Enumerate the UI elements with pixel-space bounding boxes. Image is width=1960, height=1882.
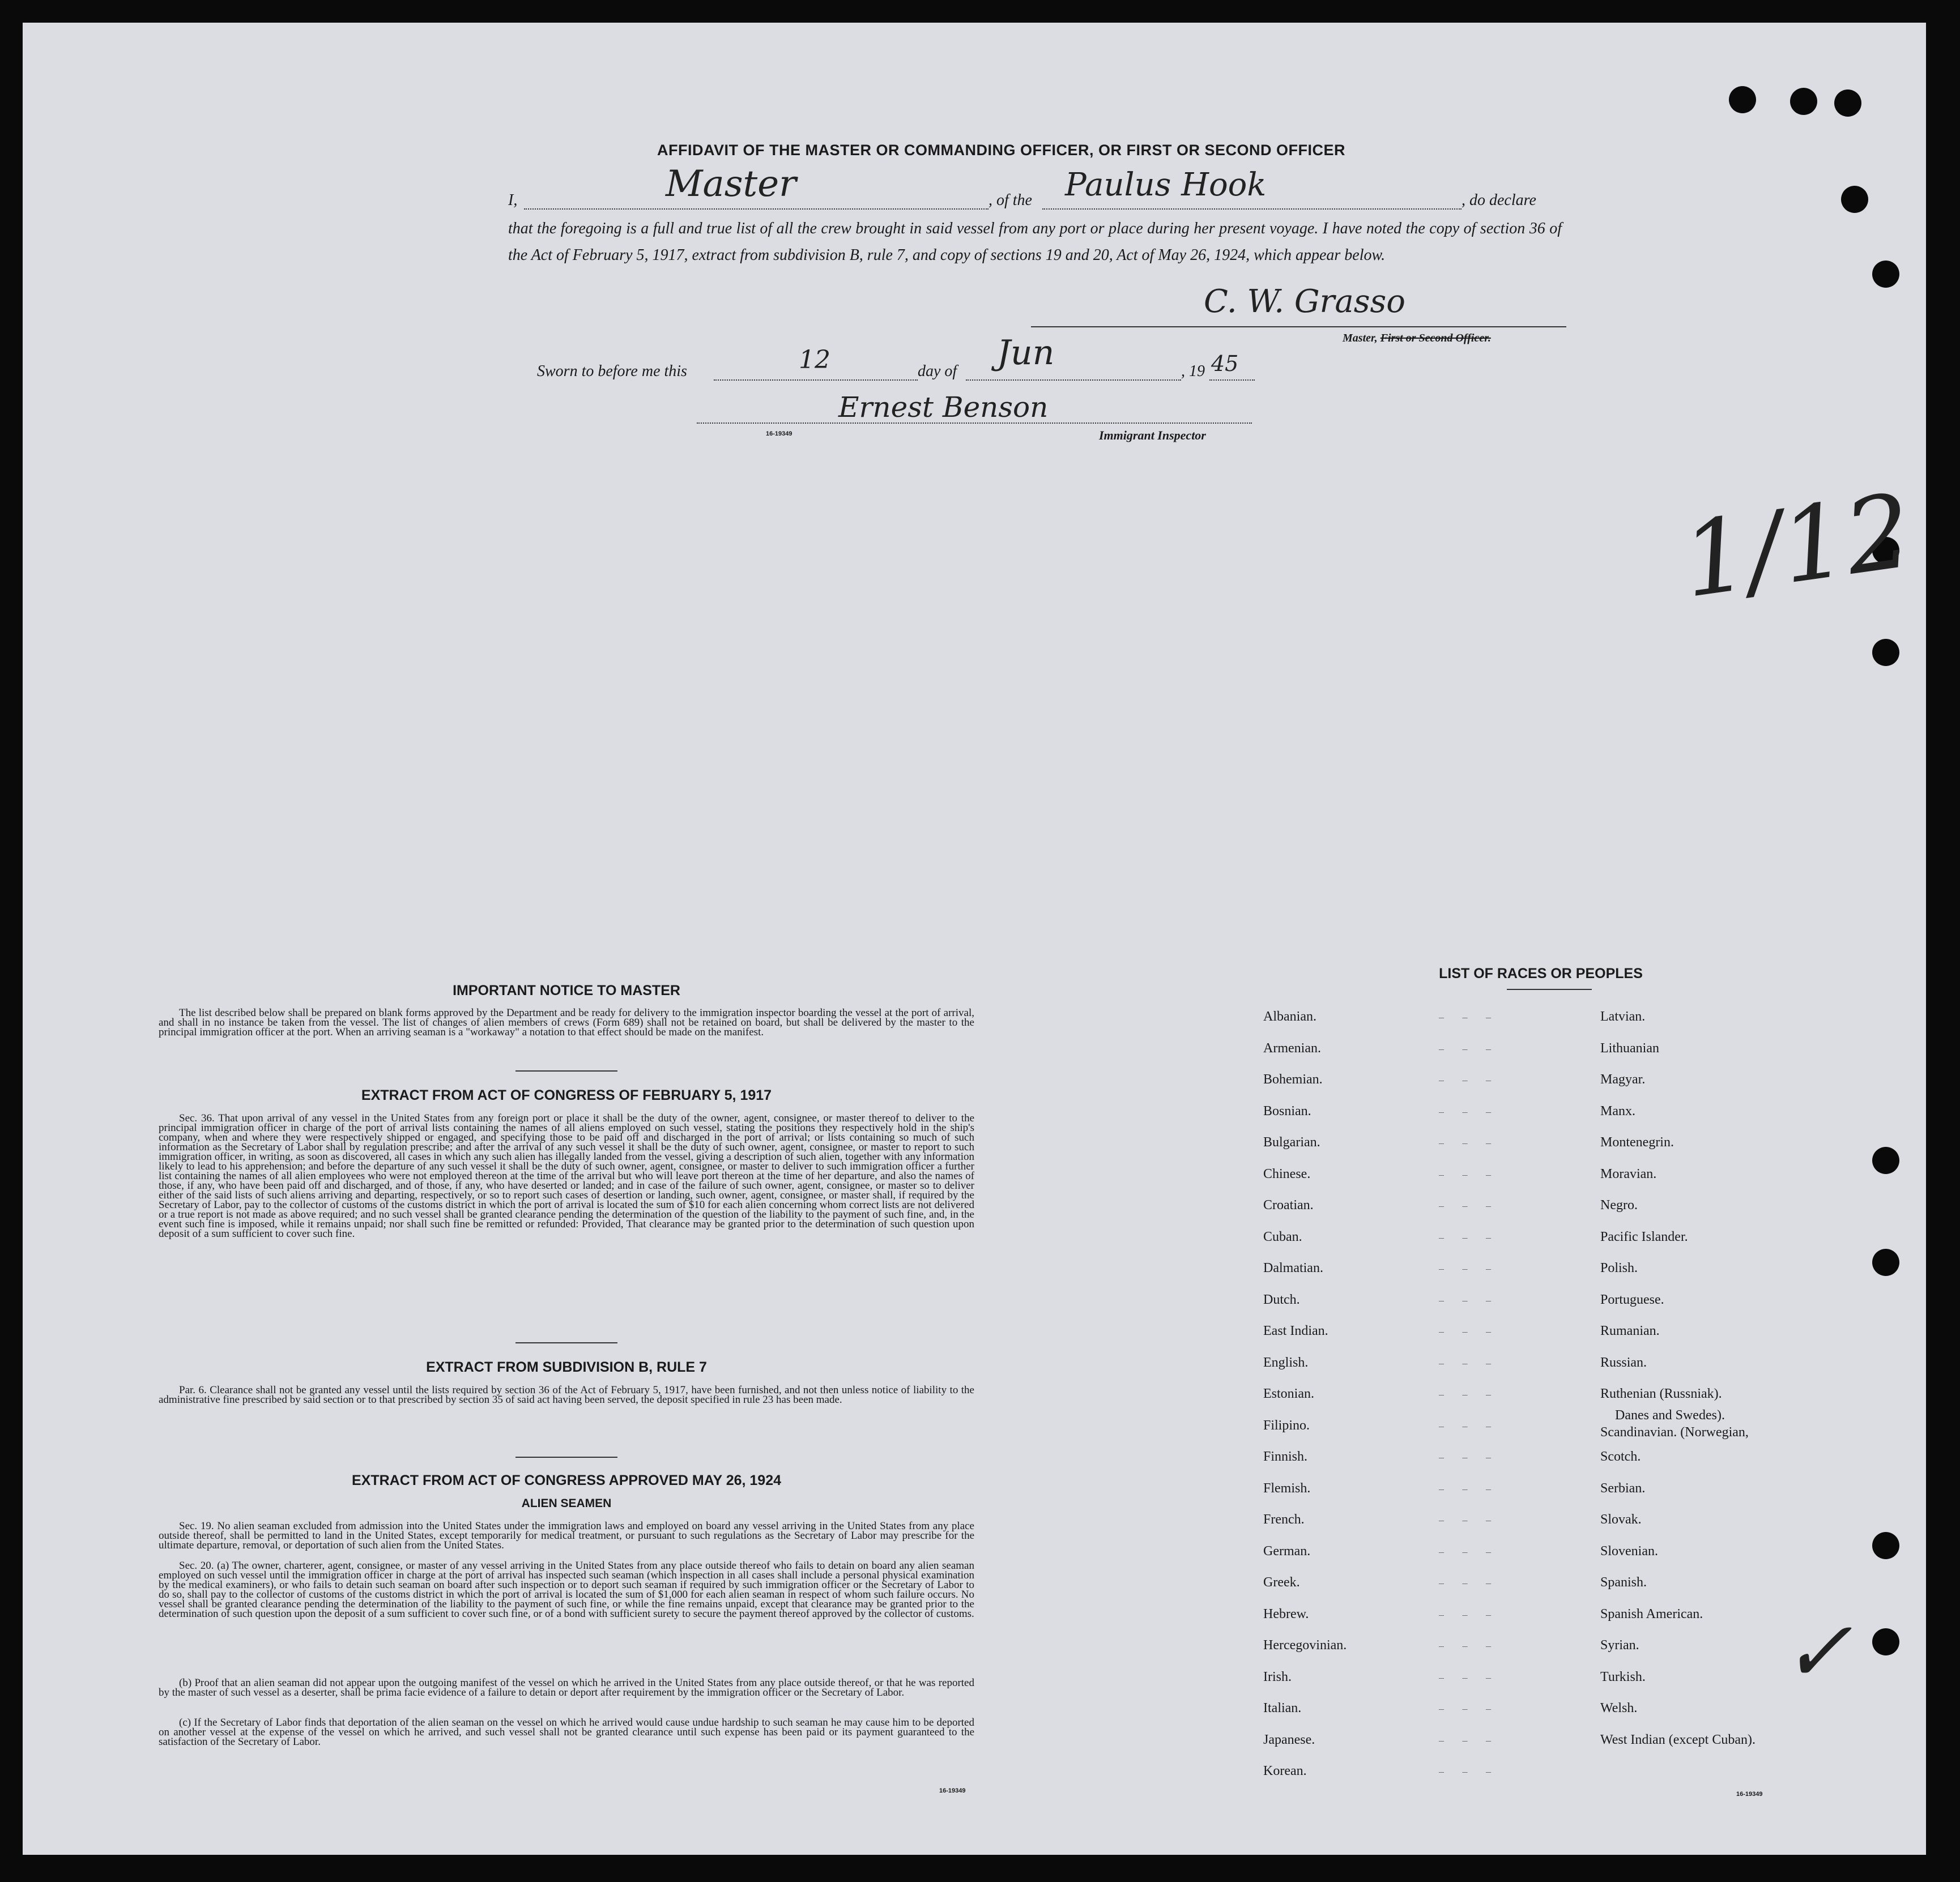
leader-dashes: – – – xyxy=(1439,1577,1499,1589)
signature-caption xyxy=(1343,332,1491,345)
punch-hole xyxy=(1872,1628,1899,1655)
extract-1924-sec19: Sec. 19. No alien seaman excluded from admission into the United States under the immigration laws and employed on board any vessel arriving in the United States from any place outside thereof, shall be permitted to land in the United States, except temporarily for medical treatment, or pursuant to such regulations as the Secretary of Labor may prescribe for the ultimate departure, removal, or deportation of such alien from the United States. xyxy=(159,1520,974,1551)
extract-1917-text: Sec. 36. That upon arrival of any vessel in the United States from any foreign port or place it shall be the duty of the owner, agent, consignee, or master thereof to deliver to the principal immigration officer in charge of the port of arrival lists containing the names of all aliens employed on such vessel, stating the positions they respectively hold in the ship's company, when and where they were respectively shipped or engaged, and specifying those to be paid off and discharged in the port of arrival; or lists containing so much of such information as the Secretary of Labor shall by regulation prescribe; and after the arrival of any such vessel it shall be the duty of such owner, agent, consignee, or master to report to such immigration officer, in writing, as soon as discovered, all cases in which any such alien has illegally landed from the vessel, giving a description of such alien, together with any information likely to lead to his apprehension; and before the departure of any such vessel it shall be the duty of such owner, agent, consignee, or master to deliver to such immigration officer a further list containing the names of all alien employees who were not employed thereon at the time of the arrival but who will leave port thereon at the time of her departure, and also the names of those, if any, who have been paid off and discharged, and of those, if any, who have deserted or landed; and in case of the failure of such owner, agent, consignee, or master so to deliver either of the said lists of such aliens arriving and departing, respectively, or so to report such cases of desertion or landing, such owner, agent, consignee, or master shall, if required by the Secretary of Labor, pay to the collector of customs of the customs district in which the port of arrival is located the sum of $10 for each alien concerning whom correct lists are not delivered or a true report is not made as above required; and no such vessel shall be granted clearance pending the determination of the question of the liability to the payment of such fine, and, in the event such fine is imposed, while it remains unpaid; nor shall such fine be remitted or refunded: Provided, That clearance may be granted prior to the determination of such question upon deposit of a sum sufficient to cover such fine. xyxy=(159,1112,974,1240)
section-divider xyxy=(1507,989,1592,990)
leader-dashes: – – – xyxy=(1439,1357,1499,1369)
vessel-handwriting: Paulus Hook xyxy=(1065,167,1267,203)
race-item: Bohemian. xyxy=(1263,1072,1323,1087)
leader-dashes: – – – xyxy=(1439,1734,1499,1746)
margin-fraction-note: 1/12 xyxy=(1675,471,1919,621)
race-item: Hercegovinian. xyxy=(1263,1638,1347,1653)
sworn-month-line xyxy=(966,379,1181,381)
punch-hole xyxy=(1872,639,1899,666)
race-item: Syrian. xyxy=(1600,1638,1639,1653)
inspector-caption: Immigrant Inspector xyxy=(1099,428,1206,442)
punch-hole xyxy=(1834,89,1861,117)
race-item: Turkish. xyxy=(1600,1669,1646,1684)
punch-hole xyxy=(1872,1147,1899,1174)
race-item: Scandinavian. (Norwegian, xyxy=(1600,1424,1749,1440)
leader-dashes: – – – xyxy=(1439,1326,1499,1337)
extract-1924-subtitle: ALIEN SEAMEN xyxy=(521,1497,612,1510)
race-item: Spanish American. xyxy=(1600,1606,1703,1621)
race-item: Croatian. xyxy=(1263,1198,1314,1213)
race-item: German. xyxy=(1263,1543,1311,1559)
signature-caption-prefix: Master, xyxy=(1343,332,1380,344)
race-item: English. xyxy=(1263,1355,1309,1370)
race-item: Latvian. xyxy=(1600,1009,1646,1024)
leader-dashes: – – – xyxy=(1439,1168,1499,1180)
leader-dashes: – – – xyxy=(1439,1043,1499,1055)
leader-dashes: – – – xyxy=(1439,1703,1499,1714)
sworn-label: Sworn to before me this xyxy=(537,362,687,380)
margin-check-mark: ✓ xyxy=(1782,1603,1853,1701)
punch-hole xyxy=(1841,186,1868,213)
race-item: Rumanian. xyxy=(1600,1324,1660,1338)
race-item: Montenegrin. xyxy=(1600,1135,1674,1150)
race-item: Estonian. xyxy=(1263,1386,1314,1401)
race-item: Dalmatian. xyxy=(1263,1261,1323,1275)
do-declare-label: , do declare xyxy=(1462,191,1536,209)
race-item: Cuban. xyxy=(1263,1229,1302,1244)
race-item: Armenian. xyxy=(1263,1040,1321,1056)
leader-dashes: – – – xyxy=(1439,1420,1499,1432)
race-item: Polish. xyxy=(1600,1261,1638,1275)
leader-dashes: – – – xyxy=(1439,1546,1499,1557)
race-item: Portuguese. xyxy=(1600,1292,1664,1307)
race-item: Filipino. xyxy=(1263,1418,1310,1433)
leader-dashes: – – – xyxy=(1439,1514,1499,1526)
race-item: Moravian. xyxy=(1600,1166,1657,1181)
document-page xyxy=(23,23,1926,1855)
race-item: Hebrew. xyxy=(1263,1606,1309,1621)
race-item: Irish. xyxy=(1263,1669,1292,1684)
race-item: Scotch. xyxy=(1600,1449,1641,1464)
leader-dashes: – – – xyxy=(1439,1766,1499,1777)
race-item: Korean. xyxy=(1263,1764,1307,1778)
punch-hole xyxy=(1790,88,1817,115)
race-item: Welsh. xyxy=(1600,1701,1638,1715)
leader-dashes: – – – xyxy=(1439,1294,1499,1306)
race-item: Slovak. xyxy=(1600,1512,1642,1527)
leader-dashes: – – – xyxy=(1439,1452,1499,1463)
of-the-label: , of the xyxy=(988,191,1032,209)
leader-dashes: – – – xyxy=(1439,1012,1499,1023)
year-handwriting: 45 xyxy=(1211,351,1239,376)
race-item: Danes and Swedes). xyxy=(1615,1408,1725,1423)
sworn-month-handwriting: Jun xyxy=(997,333,1055,373)
leader-dashes: – – – xyxy=(1439,1483,1499,1495)
race-item: Serbian. xyxy=(1600,1480,1646,1496)
race-item: French. xyxy=(1263,1512,1305,1527)
race-item: Slovenian. xyxy=(1600,1543,1658,1559)
race-item: Flemish. xyxy=(1263,1480,1311,1496)
leader-dashes: – – – xyxy=(1439,1389,1499,1400)
race-item: Magyar. xyxy=(1600,1072,1646,1087)
extract-rule7-text: Par. 6. Clearance shall not be granted any vessel until the lists required by section 36 of the Act of February 5, 1917, have been furnished, and not then unless notice of liability to the administrative fine prescribed by said section or to that prescribed by section 35 of said act having been served, the deposit specified in rule 23 has been made. xyxy=(159,1384,974,1406)
day-of-label: day of xyxy=(918,362,957,380)
extract-1924-sec20b: (b) Proof that an alien seaman did not appear upon the outgoing manifest of the vessel on which he arrived in the United States from any place outside thereof, or that he was reported by the master of such vessel as a deserter, shall be prima facie evidence of a failure to detain or deport after requirement by the immigration officer or the Secretary of Labor. xyxy=(159,1677,974,1699)
race-item: Pacific Islander. xyxy=(1600,1229,1688,1244)
section-divider xyxy=(515,1070,617,1072)
section-divider xyxy=(515,1457,617,1458)
declarant-prefix: I, xyxy=(508,191,518,209)
leader-dashes: – – – xyxy=(1439,1671,1499,1683)
race-item: Manx. xyxy=(1600,1103,1635,1119)
form-number: 16-19349 xyxy=(1736,1791,1763,1798)
race-item: Italian. xyxy=(1263,1701,1302,1715)
race-item: Russian. xyxy=(1600,1355,1647,1370)
race-item: Finnish. xyxy=(1263,1449,1308,1464)
races-title: LIST OF RACES OR PEOPLES xyxy=(1439,966,1643,981)
race-item: Spanish. xyxy=(1600,1575,1647,1590)
leader-dashes: – – – xyxy=(1439,1200,1499,1211)
extract-1917-title: EXTRACT FROM ACT OF CONGRESS OF FEBRUARY 5, 1917 xyxy=(361,1087,772,1103)
affidavit-title: AFFIDAVIT OF THE MASTER OR COMMANDING OFFICER, OR FIRST OR SECOND OFFICER xyxy=(657,142,1345,159)
race-item: Bosnian. xyxy=(1263,1103,1311,1119)
notice-text: The list described below shall be prepared on blank forms approved by the Department and be ready for delivery to the immigration inspector boarding the vessel at the port of arrival, and shall in no instance be taken from the vessel. The list of changes of alien members of crews (Form 689) shall not be retained on board, but shall be delivered by the master to the principal immigration officer at the port. When an arriving seaman is a "workaway" a notation to that effect should be made on the manifest. xyxy=(159,1007,974,1038)
extract-rule7-title: EXTRACT FROM SUBDIVISION B, RULE 7 xyxy=(426,1359,707,1375)
signature-caption-struck: First or Second Officer. xyxy=(1380,332,1491,344)
section-divider xyxy=(515,1342,617,1343)
race-item: Negro. xyxy=(1600,1198,1638,1213)
punch-hole xyxy=(1872,1532,1899,1559)
leader-dashes: – – – xyxy=(1439,1640,1499,1651)
year-line xyxy=(1209,379,1255,381)
punch-hole xyxy=(1872,1249,1899,1276)
master-signature: C. W. Grasso xyxy=(1204,283,1405,320)
sworn-day-line xyxy=(714,379,918,381)
punch-hole xyxy=(1872,261,1899,288)
vessel-line xyxy=(1042,208,1462,210)
affidavit-body: that the foregoing is a full and true list of all the crew brought in said vessel from any port or place during her present voyage. I have noted the copy of section 36 of the Act of February 5, 1917, extract from subdivision B, rule 7, and copy of sections 19 and 20, Act of May 26, 1924, which appear below. xyxy=(508,220,1562,264)
notice-title: IMPORTANT NOTICE TO MASTER xyxy=(453,983,680,998)
race-item: Chinese. xyxy=(1263,1166,1311,1181)
race-item: Dutch. xyxy=(1263,1292,1300,1307)
race-item: Japanese. xyxy=(1263,1732,1315,1747)
race-item: West Indian (except Cuban). xyxy=(1600,1732,1756,1747)
form-number: 16-19349 xyxy=(766,430,792,437)
punch-hole xyxy=(1729,86,1756,113)
sworn-day-handwriting: 12 xyxy=(799,345,830,374)
leader-dashes: – – – xyxy=(1439,1137,1499,1149)
extract-1924-sec20c: (c) If the Secretary of Labor finds that deportation of the alien seaman on the vessel on which he arrived would cause undue hardship to such seaman he may cause him to be deported on another vessel at the expense of the vessel on which he arrived, and such vessel shall not be granted clearance until such expense has been paid or its payment guaranteed to the satisfaction of the Secretary of Labor. xyxy=(159,1717,974,1748)
race-item: Greek. xyxy=(1263,1575,1300,1590)
race-item: Ruthenian (Russniak). xyxy=(1600,1386,1722,1401)
race-item: Albanian. xyxy=(1263,1009,1316,1024)
inspector-line xyxy=(697,423,1252,424)
declarant-line xyxy=(524,208,988,210)
extract-1924-sec20a: Sec. 20. (a) The owner, charterer, agent, consignee, or master of any vessel arriving in the United States from any place outside thereof who fails to detain on board any alien seaman employed on such vessel until the immigration officer in charge at the port of arrival has inspected such seaman (which inspection in all cases shall include a personal physical examination by the medical examiners), or who fails to detain such seaman on board after such inspection or to deport such seaman if required by such immigration officer or the Secretary of Labor to do so, shall pay to the collector of customs of the customs district in which the port of arrival is located the sum of $1,000 for each alien seaman in respect of whom such failure occurs. No vessel shall be granted clearance pending the determination of the liability to the payment of such fine, or while the fine remains unpaid, except that clearance may be granted prior to the determination of such question upon the deposit of a sum sufficient to cover such fine, or of a bond with sufficient surety to secure the payment thereof approved by the collector of customs. xyxy=(159,1560,974,1620)
signature-line xyxy=(1031,326,1566,327)
leader-dashes: – – – xyxy=(1439,1231,1499,1243)
race-item: Bulgarian. xyxy=(1263,1135,1320,1150)
year-prefix: , 19 xyxy=(1181,362,1205,380)
declarant-handwriting: Master xyxy=(666,163,796,205)
leader-dashes: – – – xyxy=(1439,1263,1499,1274)
extract-1924-title: EXTRACT FROM ACT OF CONGRESS APPROVED MAY 26, 1924 xyxy=(351,1473,782,1488)
leader-dashes: – – – xyxy=(1439,1608,1499,1620)
race-item: East Indian. xyxy=(1263,1324,1328,1338)
inspector-signature: Ernest Benson xyxy=(838,391,1049,424)
race-item: Lithuanian xyxy=(1600,1040,1659,1056)
leader-dashes: – – – xyxy=(1439,1074,1499,1086)
form-number: 16-19349 xyxy=(939,1787,966,1794)
leader-dashes: – – – xyxy=(1439,1106,1499,1117)
